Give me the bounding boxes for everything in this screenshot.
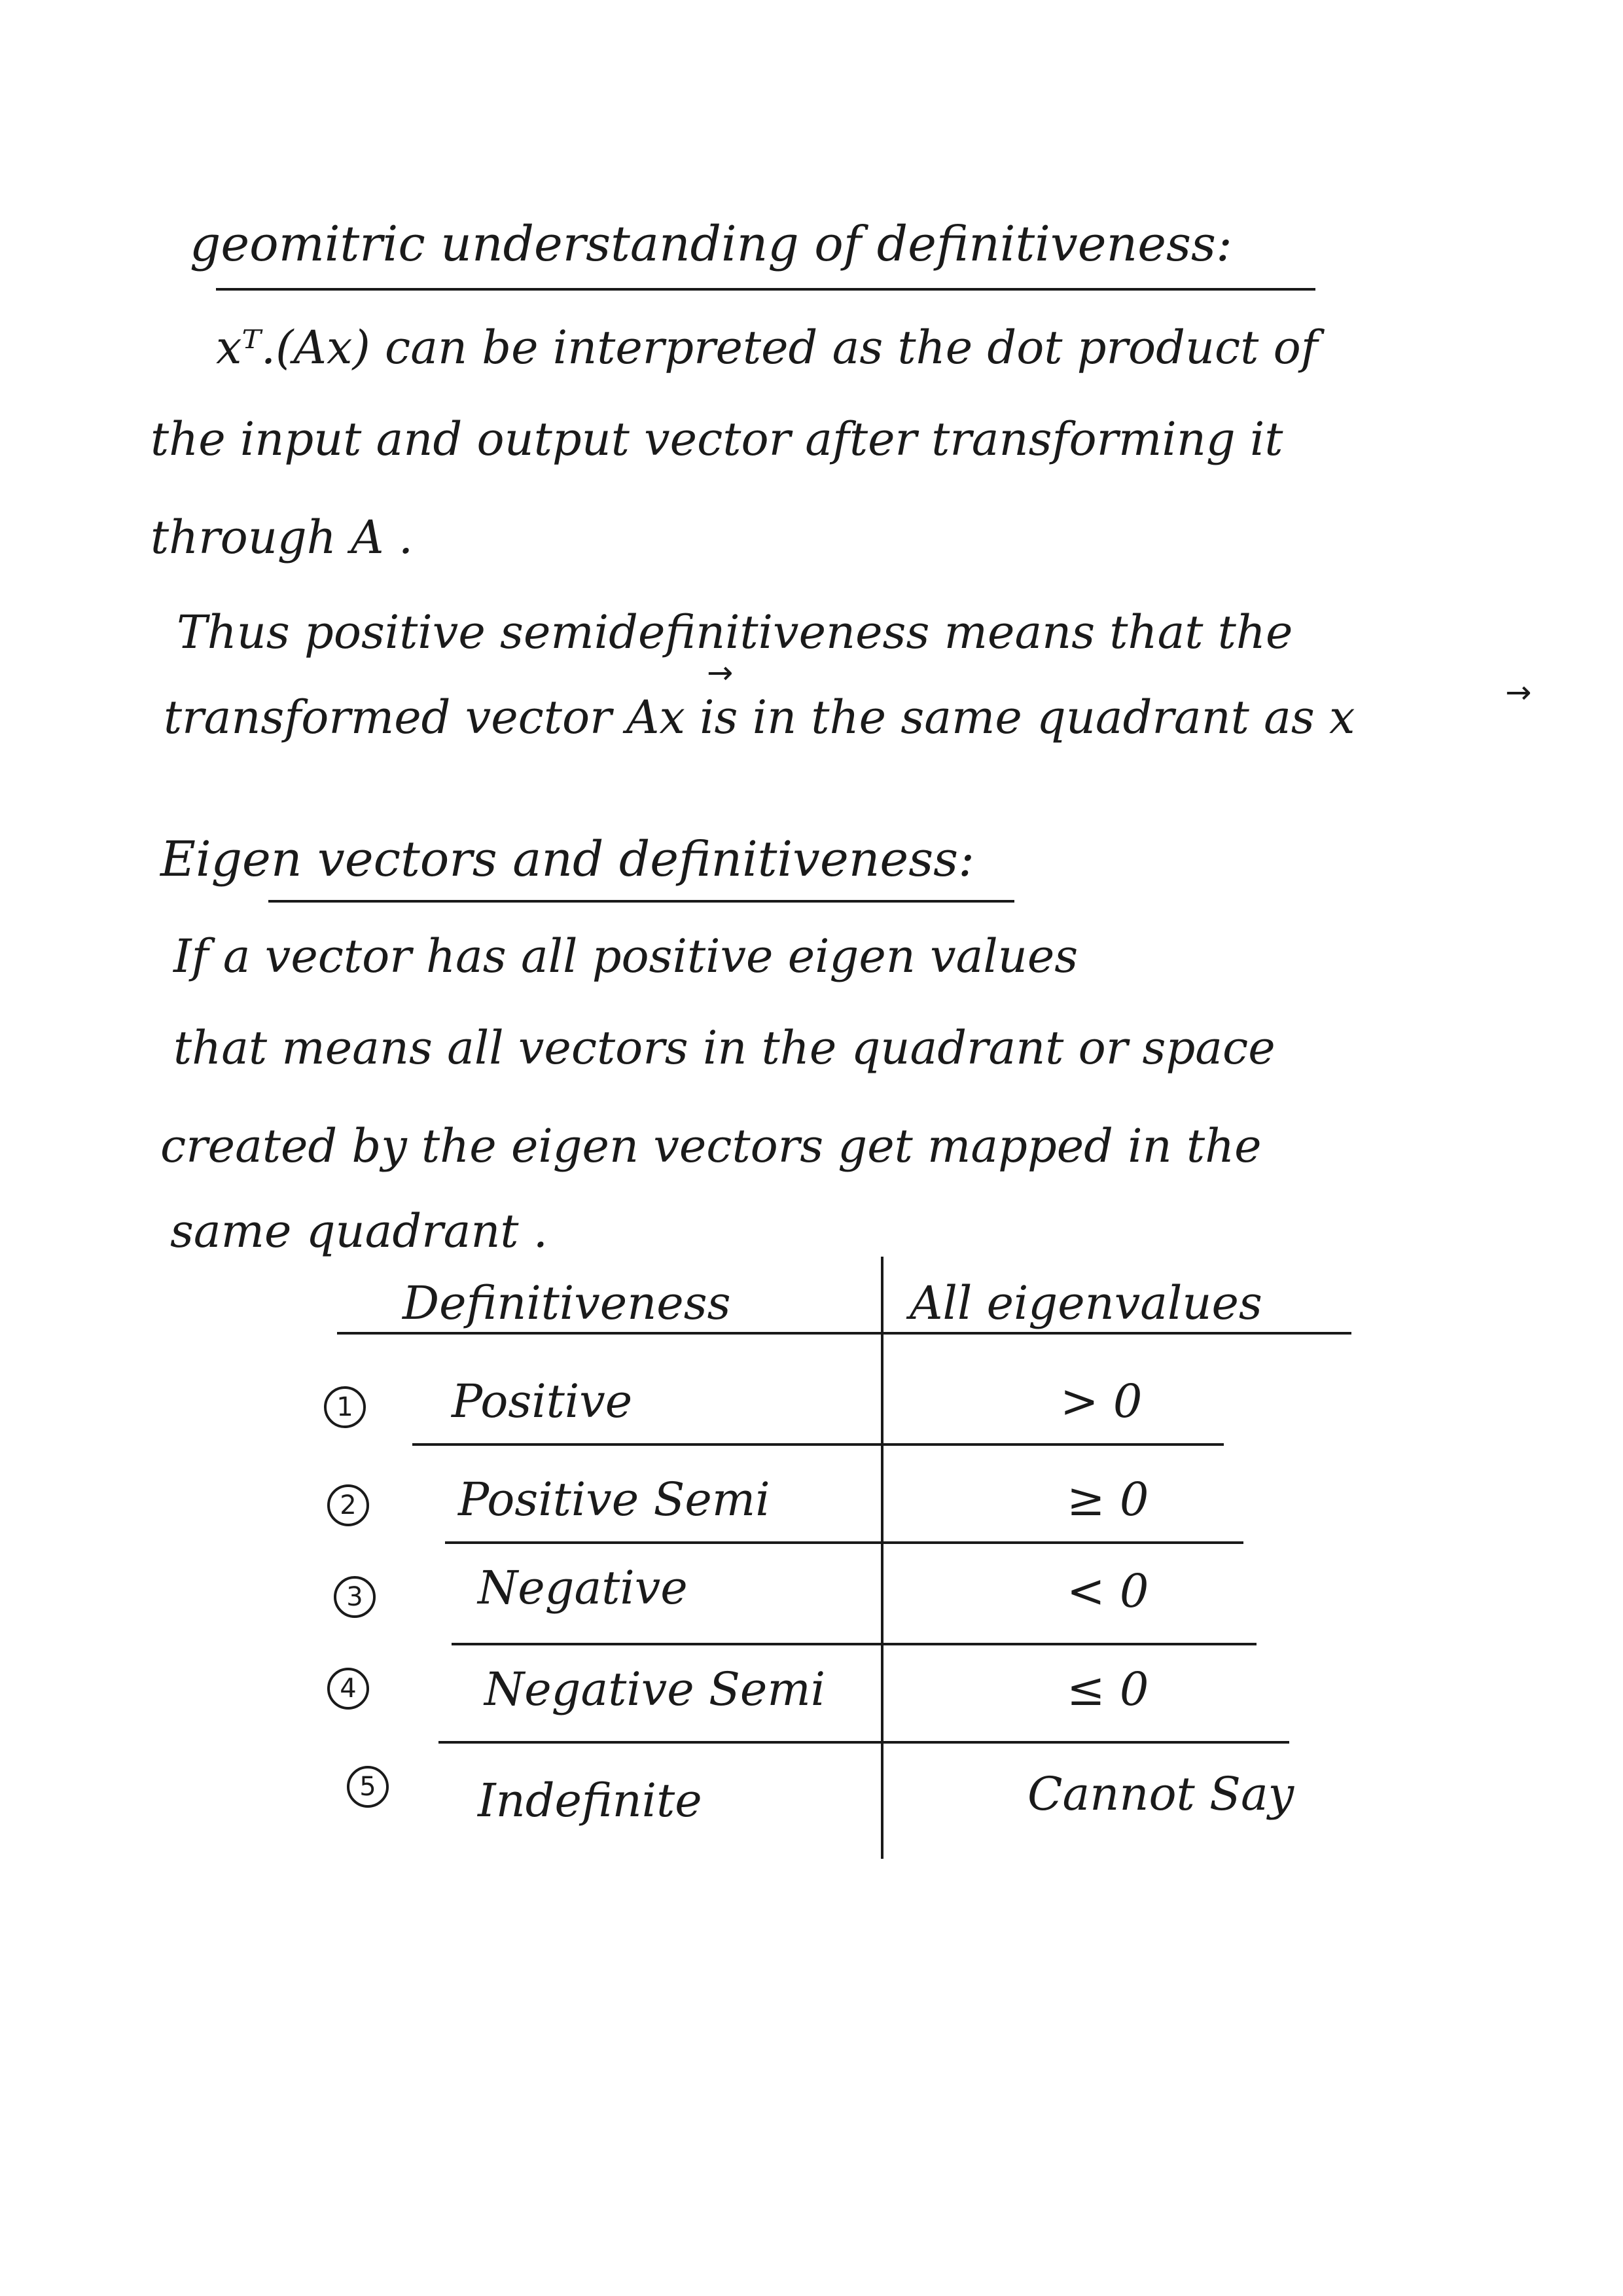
vector-arrow-icon-2: → xyxy=(1505,674,1532,711)
row-2-value: ≥ 0 xyxy=(1067,1473,1149,1526)
row-1-value: > 0 xyxy=(1060,1374,1143,1428)
vector-arrow-icon: → xyxy=(707,655,734,691)
row-3-name: Negative xyxy=(478,1561,688,1615)
row-1-rule xyxy=(412,1443,1224,1446)
row-4-value: ≤ 0 xyxy=(1067,1662,1149,1716)
row-number-badge: 3 xyxy=(334,1576,376,1618)
section2-line-3: created by the eigen vectors get mapped in the xyxy=(160,1119,1262,1173)
section1-line-3: through A . xyxy=(151,511,414,564)
section1-line-5: transformed vector Ax is in the same quadrant as x xyxy=(164,691,1355,744)
section1-line-1: xᵀ.(Ax) can be interpreted as the dot product of xyxy=(216,321,1318,374)
table-header-rule xyxy=(337,1332,1351,1335)
section2-heading: Eigen vectors and definitiveness: xyxy=(160,831,975,888)
section2-line-4: same quadrant . xyxy=(170,1204,548,1258)
section1-heading: geomitric understanding of definitiveness: xyxy=(190,216,1232,272)
row-4-rule xyxy=(438,1741,1289,1744)
row-1-name: Positive xyxy=(452,1374,633,1428)
row-2-name: Positive Semi xyxy=(458,1473,770,1526)
row-3-rule xyxy=(452,1643,1257,1645)
table-column-divider xyxy=(881,1257,883,1859)
row-4-name: Negative Semi xyxy=(484,1662,826,1716)
section1-line-2: the input and output vector after transforming it xyxy=(151,412,1283,466)
section2-line-1: If a vector has all positive eigen values xyxy=(173,929,1079,983)
table-header-definitiveness: Definitiveness xyxy=(402,1276,731,1330)
section1-line-4: Thus positive semidefinitiveness means that the xyxy=(177,605,1293,659)
row-5-name: Indefinite xyxy=(478,1774,702,1827)
row-2-rule xyxy=(445,1541,1243,1544)
row-number-badge: 4 xyxy=(327,1668,369,1710)
section2-heading-underline xyxy=(268,900,1014,903)
section2-line-2: that means all vectors in the quadrant or space xyxy=(173,1021,1275,1075)
row-number-badge: 5 xyxy=(347,1766,389,1808)
table-header-eigenvalues: All eigenvalues xyxy=(910,1276,1262,1330)
row-5-value: Cannot Say xyxy=(1027,1767,1294,1821)
row-3-value: < 0 xyxy=(1067,1564,1149,1618)
section1-heading-underline xyxy=(216,288,1315,291)
row-number-badge: 2 xyxy=(327,1484,369,1526)
row-number-badge: 1 xyxy=(324,1386,366,1428)
